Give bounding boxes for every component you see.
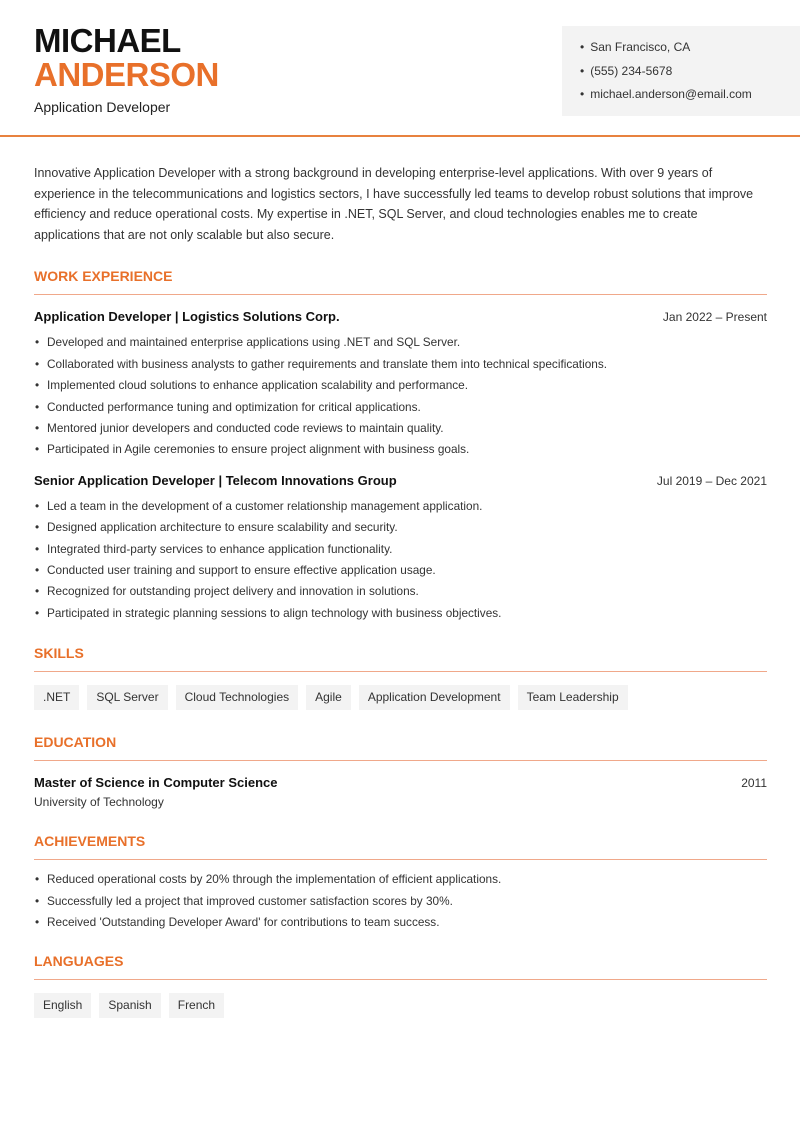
section-heading: EDUCATION [34, 733, 767, 761]
section-heading: SKILLS [34, 644, 767, 672]
list-item: • Participated in strategic planning sessions to align technology with business objectives. [34, 603, 767, 624]
skill-tag: Cloud Technologies [176, 685, 299, 710]
languages-section [34, 952, 767, 1018]
skill-tag: Application Development [359, 685, 510, 710]
list-item: • Conducted user training and support to ensure effective application usage. [34, 560, 767, 581]
last-name: ANDERSON [34, 56, 219, 93]
work-experience-section [34, 267, 767, 624]
list-item: • Implemented cloud solutions to enhance application scalability and performance. [34, 375, 767, 396]
contact-box [562, 26, 800, 116]
job-entry [34, 472, 767, 624]
degree: Master of Science in Computer Science [34, 775, 278, 791]
list-item: • Collaborated with business analysts to gather requirements and translate them into technical specifications. [34, 354, 767, 375]
list-item: • Designed application architecture to ensure scalability and security. [34, 517, 767, 538]
list-item: • Received 'Outstanding Developer Award' for contributions to team success. [34, 912, 767, 933]
school: University of Technology [34, 795, 164, 810]
section-heading: ACHIEVEMENTS [34, 832, 767, 860]
skill-tag: SQL Server [87, 685, 167, 710]
language-tag: Spanish [99, 993, 160, 1018]
job-title: Application Developer [34, 99, 171, 115]
list-item: • Reduced operational costs by 20% through the implementation of efficient applications. [34, 869, 767, 890]
job-title: Senior Application Developer | Telecom Innovations Group [34, 472, 397, 488]
list-item: • Recognized for outstanding project delivery and innovation in solutions. [34, 581, 767, 602]
first-name: MICHAEL [34, 22, 181, 59]
summary: Innovative Application Developer with a strong background in developing enterprise-level applications. With over 9 years of experience in the telecommunications and logistics sectors, I have successfully led teams to develop robust solutions that improve efficiency and reduce operational costs. My expertise in .NET, SQL Server, and cloud technologies enables me to create applications that are not only scalable but also secure. [34, 166, 754, 242]
skills-section [34, 644, 767, 710]
list-item: • Participated in Agile ceremonies to ensure project alignment with business goals. [34, 439, 767, 460]
language-tag: French [169, 993, 224, 1018]
language-tag: English [34, 993, 91, 1018]
contact-location: • San Francisco, CA [580, 39, 800, 63]
resume-header [0, 0, 800, 137]
job-dates: Jul 2019 – Dec 2021 [656, 473, 767, 488]
skill-tag: Team Leadership [518, 685, 628, 710]
job-entry [34, 308, 767, 460]
skill-tag: Agile [306, 685, 351, 710]
list-item: • Mentored junior developers and conducted code reviews to maintain quality. [34, 418, 767, 439]
skill-tag: .NET [34, 685, 79, 710]
list-item: • Developed and maintained enterprise applications using .NET and SQL Server. [34, 332, 767, 353]
graduation-year: 2011 [741, 776, 767, 791]
contact-email: • michael.anderson@email.com [580, 86, 800, 110]
section-heading: WORK EXPERIENCE [34, 267, 767, 295]
achievements-section [34, 832, 767, 933]
job-dates: Jan 2022 – Present [662, 310, 767, 325]
list-item: • Successfully led a project that improved customer satisfaction scores by 30%. [34, 891, 767, 912]
list-item: • Conducted performance tuning and optimization for critical applications. [34, 397, 767, 418]
section-heading: LANGUAGES [34, 952, 767, 980]
list-item: • Led a team in the development of a customer relationship management application. [34, 496, 767, 517]
job-title: Application Developer | Logistics Solutions Corp. [34, 309, 340, 325]
list-item: • Integrated third-party services to enhance application functionality. [34, 539, 767, 560]
contact-phone: • (555) 234-5678 [580, 63, 800, 87]
education-section [34, 733, 767, 809]
